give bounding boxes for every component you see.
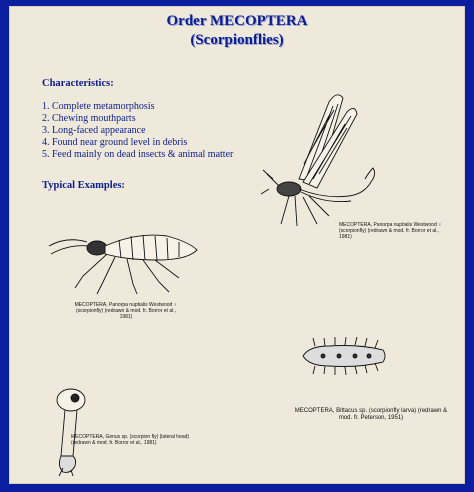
scorpionfly-illustration xyxy=(259,84,399,229)
characteristic-item: 5. Feed mainly on dead insects & animal matter xyxy=(42,149,234,160)
characteristic-item: 1. Complete metamorphosis xyxy=(42,101,155,112)
page-title: Order MECOPTERA xyxy=(166,13,308,29)
characteristics-heading: Characteristics: xyxy=(42,78,114,89)
characteristic-item: 2. Chewing mouthparts xyxy=(42,113,136,124)
head-caption: MECOPTERA, Genus sp. (scorpion fly) (lateral head) (redrawn & mod. fr. Borror et al., 1981) xyxy=(71,434,190,446)
boreid-illustration xyxy=(47,224,207,296)
head-illustration xyxy=(49,386,89,478)
characteristic-item: 3. Long-faced appearance xyxy=(42,125,146,136)
boreid-caption: MECOPTERA, Panorpa nuptialis Westwood ♀ (scorpionfly) (redrawn & mod. fr. Borror et al., 1981) xyxy=(74,302,178,320)
larva-illustration xyxy=(299,336,389,376)
characteristic-item: 4. Found near ground level in debris xyxy=(42,137,188,148)
characteristics-list xyxy=(42,101,233,161)
page-subtitle: (Scorpionflies) xyxy=(190,32,284,48)
scorpionfly-caption: MECOPTERA, Panorpa nuptialis Westwood ♀ (scorpionfly) (redrawn & mod. fr. Borror et al., 1981) xyxy=(339,222,442,240)
larva-caption: MECOPTERA, Bittacus sp. (scorpionfly larva) (redrawn & mod. fr. Peterson, 1951) xyxy=(294,408,448,421)
examples-heading: Typical Examples: xyxy=(42,180,125,191)
content-card xyxy=(9,6,465,484)
